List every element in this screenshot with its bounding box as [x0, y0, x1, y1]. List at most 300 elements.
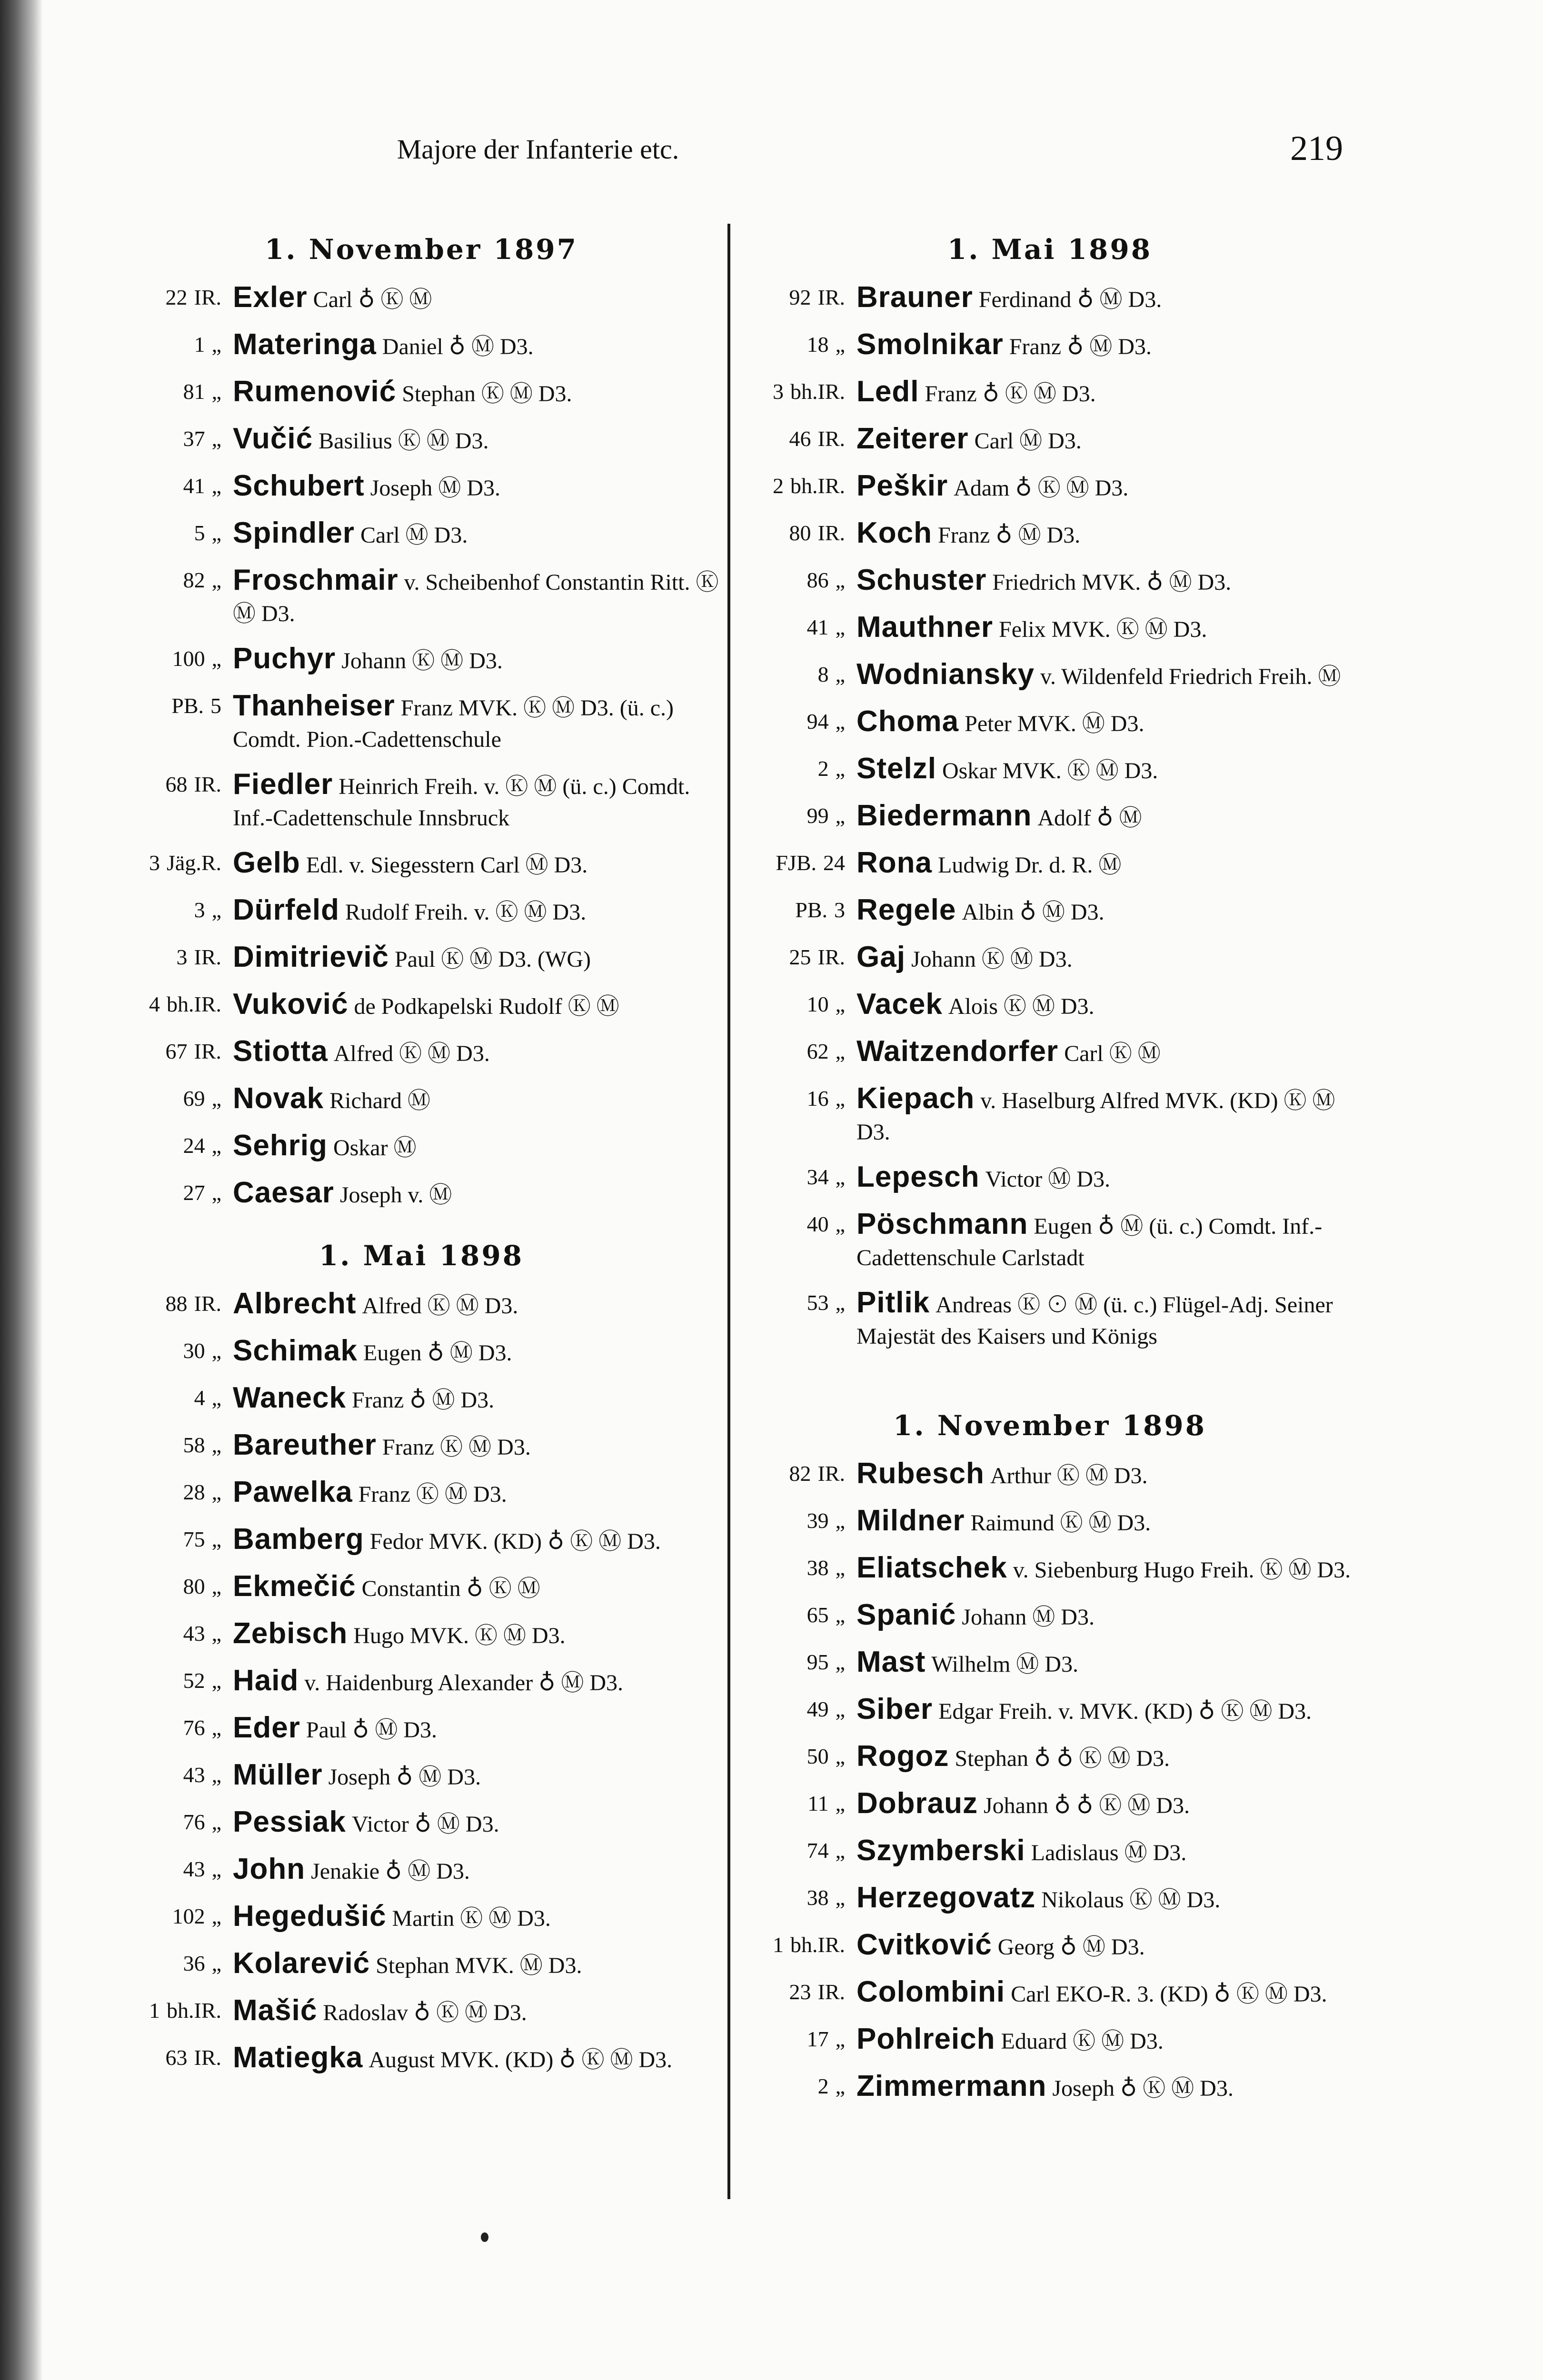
officer-details: Arthur Ⓚ Ⓜ D3.	[990, 1463, 1148, 1488]
regiment-type: „	[211, 1621, 221, 1646]
officer-details: Constantin ♁ Ⓚ Ⓜ	[361, 1576, 540, 1601]
regiment-type: IR.	[194, 1039, 221, 1063]
officer-text	[856, 659, 1357, 693]
roster-entry	[119, 470, 724, 504]
regiment-label	[119, 690, 233, 722]
officer-details: Andreas Ⓚ ⊙ Ⓜ (ü. c.) Flügel-Adj. Seiner Majestät des Kaisers und Königs	[856, 1292, 1333, 1349]
officer-surname: Pessiak	[233, 1805, 346, 1838]
officer-details: Peter MVK. Ⓜ D3.	[965, 711, 1145, 736]
roster-entry	[119, 2042, 724, 2076]
regiment-label	[119, 1901, 233, 1932]
officer-surname: Rumenović	[233, 375, 397, 408]
regiment-type: „	[211, 1480, 221, 1504]
regiment-label	[743, 894, 856, 926]
officer-details: Franz Ⓚ Ⓜ D3.	[382, 1435, 531, 1460]
officer-surname: Froschmair	[233, 564, 398, 596]
regiment-type: „	[835, 1603, 845, 1627]
regiment-type: IR.	[194, 285, 221, 309]
regiment-type: „	[835, 615, 845, 639]
officer-details: Richard Ⓜ	[329, 1088, 431, 1113]
regiment-number: 58	[183, 1433, 205, 1457]
regiment-number: 1	[149, 1998, 160, 2023]
regiment-label	[743, 329, 856, 360]
officer-surname: Dimitrievič	[233, 941, 389, 973]
roster-entry	[743, 470, 1357, 504]
officer-surname: Puchyr	[233, 642, 336, 675]
officer-surname: John	[233, 1853, 306, 1885]
regiment-type: „	[211, 521, 221, 545]
regiment-type: „	[835, 1838, 845, 1863]
roster-entry	[119, 1571, 724, 1605]
officer-text	[856, 1505, 1357, 1539]
regiment-label	[119, 894, 233, 926]
regiment-number: PB.	[795, 898, 827, 922]
regiment-number: 34	[806, 1165, 829, 1189]
regiment-label	[119, 1806, 233, 1838]
officer-text	[233, 1995, 724, 2029]
roster-entry	[119, 1288, 724, 1322]
section-heading: 1. November 1898	[893, 1409, 1207, 1442]
regiment-number: 3	[149, 851, 160, 875]
roster-entry	[119, 1477, 724, 1510]
officer-text	[233, 1524, 724, 1557]
regiment-number: 95	[806, 1650, 829, 1674]
regiment-number: 86	[806, 568, 829, 592]
officer-details: Johann ♁ ♁ Ⓚ Ⓜ D3.	[984, 1793, 1190, 1818]
regiment-type: „	[211, 568, 221, 592]
officer-text	[233, 376, 724, 410]
roster-entry	[119, 517, 724, 551]
officer-details: de Podkapelski Rudolf Ⓚ Ⓜ	[354, 994, 619, 1019]
officer-surname: Albrecht	[233, 1287, 357, 1320]
officer-text	[233, 1712, 724, 1746]
regiment-number: 36	[183, 1951, 205, 1975]
roster-entry	[119, 1854, 724, 1887]
running-head: Majore der Infanterie etc.	[397, 134, 679, 165]
regiment-number: 5	[194, 521, 205, 545]
regiment-label	[743, 1882, 856, 1914]
officer-text	[233, 423, 724, 457]
officer-details: Joseph ♁ Ⓜ D3.	[328, 1765, 481, 1790]
officer-text	[233, 1477, 724, 1510]
regiment-type: bh.IR.	[790, 1933, 845, 1957]
regiment-label	[119, 1618, 233, 1649]
roster-entry	[743, 1287, 1357, 1352]
officer-text	[233, 1036, 724, 1070]
regiment-label	[743, 659, 856, 690]
regiment-number: 92	[789, 285, 811, 309]
regiment-number: 41	[806, 615, 829, 639]
regiment-label	[119, 329, 233, 360]
officer-surname: Exler	[233, 281, 308, 314]
regiment-label	[119, 1477, 233, 1508]
officer-surname: Stiotta	[233, 1035, 328, 1068]
regiment-type: „	[211, 1180, 221, 1205]
regiment-number: 49	[806, 1697, 829, 1721]
roster-entry	[743, 1036, 1357, 1070]
officer-text	[856, 894, 1357, 928]
officer-text	[233, 1854, 724, 1887]
officer-surname: Ledl	[856, 375, 919, 408]
officer-details: Ferdinand ♁ Ⓜ D3.	[978, 287, 1162, 312]
regiment-number: PB.	[171, 694, 204, 718]
officer-details: Friedrich MVK. ♁ Ⓜ D3.	[992, 570, 1232, 595]
regiment-number: 1	[194, 332, 205, 357]
officer-details: Wilhelm Ⓜ D3.	[931, 1652, 1078, 1677]
regiment-label	[743, 376, 856, 407]
roster-entry	[743, 1835, 1357, 1869]
roster-entry	[119, 282, 724, 316]
roster-entry	[119, 329, 724, 363]
officer-text	[856, 282, 1357, 316]
officer-surname: Peškir	[856, 469, 948, 502]
officer-surname: Zimmermann	[856, 2070, 1047, 2102]
officer-surname: Dobrauz	[856, 1787, 978, 1820]
regiment-number: 23	[789, 1980, 811, 2004]
officer-details: Johann Ⓚ Ⓜ D3.	[911, 947, 1073, 972]
regiment-type: „	[211, 1716, 221, 1740]
right-column	[743, 228, 1357, 2118]
regiment-number: 11	[807, 1791, 829, 1815]
officer-surname: Materinga	[233, 328, 377, 361]
regiment-type: „	[835, 1556, 845, 1580]
regiment-number: 63	[165, 2045, 188, 2070]
regiment-number: 76	[183, 1716, 205, 1740]
roster-entry	[119, 1948, 724, 1982]
regiment-number: 69	[183, 1086, 205, 1111]
officer-details: v. Wildenfeld Friedrich Freih. Ⓜ	[1040, 664, 1341, 689]
officer-surname: Siber	[856, 1693, 933, 1726]
officer-surname: Mašić	[233, 1994, 318, 2027]
regiment-type: „	[835, 756, 845, 781]
officer-surname: Mildner	[856, 1504, 965, 1537]
officer-text	[233, 769, 724, 834]
officer-details: Ladislaus Ⓜ D3.	[1031, 1840, 1187, 1865]
roster-entry	[743, 989, 1357, 1022]
regiment-number: 28	[183, 1480, 205, 1504]
officer-text	[856, 470, 1357, 504]
regiment-type: IR.	[194, 945, 221, 969]
regiment-number: 100	[172, 646, 205, 671]
regiment-type: bh.IR.	[790, 474, 845, 498]
regiment-label	[119, 565, 233, 596]
roster-entry	[119, 1335, 724, 1369]
section-heading: 1. Mai 1898	[319, 1240, 524, 1272]
regiment-number: 3	[176, 945, 188, 969]
regiment-label	[743, 1741, 856, 1772]
roster-entry	[743, 1788, 1357, 1822]
officer-details: Alfred Ⓚ Ⓜ D3.	[333, 1041, 490, 1066]
officer-surname: Bamberg	[233, 1523, 364, 1556]
regiment-type: „	[835, 1086, 845, 1111]
roster-entry	[119, 989, 724, 1022]
officer-text	[856, 1209, 1357, 1274]
regiment-label	[119, 1429, 233, 1461]
officer-surname: Rona	[856, 846, 932, 879]
regiment-type: „	[211, 1339, 221, 1363]
regiment-label	[119, 1571, 233, 1602]
regiment-label	[119, 643, 233, 674]
officer-text	[233, 1382, 724, 1416]
officer-details: Felix MVK. Ⓚ Ⓜ D3.	[999, 617, 1207, 642]
section-heading: 1. November 1897	[264, 233, 578, 266]
roster-entry	[743, 753, 1357, 787]
officer-details: Franz ♁ Ⓜ D3.	[352, 1388, 495, 1413]
officer-surname: Novak	[233, 1082, 324, 1115]
regiment-number: 43	[183, 1857, 205, 1881]
officer-surname: Eliatschek	[856, 1551, 1007, 1584]
officer-text	[856, 1788, 1357, 1822]
regiment-label	[119, 1665, 233, 1696]
officer-surname: Pöschmann	[856, 1208, 1028, 1240]
officer-surname: Schimak	[233, 1334, 358, 1367]
regiment-number: 38	[806, 1885, 829, 1910]
regiment-number: 82	[789, 1461, 811, 1486]
regiment-type: Jäg.R.	[167, 851, 221, 875]
roster-entry	[119, 643, 724, 677]
officer-details: Paul Ⓚ Ⓜ D3. (WG)	[395, 947, 591, 972]
officer-text	[856, 612, 1357, 645]
roster-entry	[743, 517, 1357, 551]
officer-details: Paul ♁ Ⓜ D3.	[306, 1717, 438, 1743]
officer-details: v. Haselburg Alfred MVK. (KD) Ⓚ Ⓜ D3.	[856, 1088, 1335, 1145]
officer-text	[856, 565, 1357, 598]
roster-entry	[119, 376, 724, 410]
roster-entry	[119, 1036, 724, 1070]
officer-surname: Waneck	[233, 1381, 347, 1414]
regiment-number: 80	[789, 521, 811, 545]
regiment-type: IR.	[194, 2045, 221, 2070]
regiment-label	[119, 470, 233, 502]
regiment-type: „	[211, 1810, 221, 1834]
officer-details: Stephan Ⓚ Ⓜ D3.	[402, 381, 572, 407]
regiment-type: „	[835, 1165, 845, 1189]
regiment-label	[743, 1458, 856, 1489]
roster-entry	[119, 894, 724, 928]
regiment-type: „	[211, 1904, 221, 1928]
regiment-label	[119, 1335, 233, 1367]
officer-surname: Sehrig	[233, 1129, 328, 1162]
officer-surname: Lepesch	[856, 1160, 980, 1193]
officer-text	[233, 1335, 724, 1369]
officer-surname: Haid	[233, 1664, 299, 1697]
officer-surname: Pohlreich	[856, 2023, 995, 2055]
regiment-label	[119, 1995, 233, 2026]
ink-smudge	[481, 2232, 488, 2242]
officer-details: v. Haidenburg Alexander ♁ Ⓜ D3.	[304, 1670, 624, 1696]
officer-text	[856, 1646, 1357, 1680]
officer-details: Franz MVK. Ⓚ Ⓜ D3. (ü. c.) Comdt. Pion.-Cadettenschule	[233, 695, 674, 752]
officer-details: Raimund Ⓚ Ⓜ D3.	[970, 1510, 1151, 1536]
regiment-label	[743, 2071, 856, 2102]
regiment-label	[119, 376, 233, 407]
officer-text	[233, 1806, 724, 1840]
regiment-label	[119, 2042, 233, 2073]
roster-entry	[743, 282, 1357, 316]
officer-text	[233, 894, 724, 928]
officer-text	[856, 942, 1357, 975]
officer-surname: Matiegka	[233, 2041, 363, 2074]
regiment-number: 8	[817, 662, 829, 686]
regiment-type: „	[211, 1574, 221, 1598]
regiment-number: 76	[183, 1810, 205, 1834]
regiment-type: „	[835, 1508, 845, 1533]
officer-details: Eugen ♁ Ⓜ (ü. c.) Comdt. Inf.-Cadettenschule Carlstadt	[856, 1214, 1323, 1270]
roster-entry	[743, 1741, 1357, 1775]
officer-details: Heinrich Freih. v. Ⓚ Ⓜ (ü. c.) Comdt. Inf.-Cadettenschule Innsbruck	[233, 774, 690, 831]
regiment-label	[119, 1177, 233, 1209]
roster-entry	[119, 423, 724, 457]
officer-surname: Vacek	[856, 988, 943, 1021]
officer-text	[233, 1177, 724, 1211]
officer-details: Carl ♁ Ⓚ Ⓜ	[313, 287, 432, 312]
officer-surname: Schuster	[856, 564, 987, 596]
regiment-label	[743, 517, 856, 549]
officer-text	[856, 706, 1357, 740]
regiment-label	[743, 1036, 856, 1067]
officer-surname: Bareuther	[233, 1428, 377, 1461]
officer-surname: Kolarević	[233, 1947, 370, 1980]
regiment-number: 68	[165, 772, 188, 796]
regiment-type: „	[835, 992, 845, 1016]
regiment-type: IR.	[817, 1461, 845, 1486]
officer-text	[233, 517, 724, 551]
page-number: 219	[1290, 129, 1343, 168]
roster-entry	[119, 1524, 724, 1557]
officer-details: Joseph ♁ Ⓚ Ⓜ D3.	[1052, 2076, 1234, 2101]
officer-surname: Spindler	[233, 516, 355, 549]
officer-surname: Szymberski	[856, 1834, 1025, 1867]
regiment-number: 82	[183, 568, 205, 592]
roster-entry	[743, 1209, 1357, 1274]
regiment-type: „	[211, 426, 221, 451]
regiment-type: bh.IR.	[790, 379, 845, 404]
officer-surname: Stelzl	[856, 752, 936, 785]
roster-entry	[743, 894, 1357, 928]
officer-text	[233, 1901, 724, 1934]
officer-text	[856, 1976, 1357, 2010]
regiment-type: „	[211, 1433, 221, 1457]
officer-surname: Thanheiser	[233, 689, 395, 722]
roster-entry	[743, 1599, 1357, 1633]
officer-details: Fedor MVK. (KD) ♁ Ⓚ Ⓜ D3.	[369, 1529, 661, 1554]
regiment-type: „	[211, 1951, 221, 1975]
regiment-type: „	[211, 646, 221, 671]
officer-surname: Zeiterer	[856, 422, 969, 455]
regiment-label	[743, 942, 856, 973]
officer-details: Carl EKO-R. 3. (KD) ♁ Ⓚ Ⓜ D3.	[1011, 1982, 1327, 2007]
officer-surname: Mast	[856, 1646, 926, 1678]
regiment-label	[119, 282, 233, 313]
officer-text	[856, 753, 1357, 787]
officer-text	[856, 1835, 1357, 1869]
regiment-label	[119, 1130, 233, 1161]
officer-text	[233, 1665, 724, 1699]
officer-text	[233, 565, 724, 630]
regiment-label	[743, 989, 856, 1020]
regiment-label	[119, 1288, 233, 1319]
regiment-type: bh.IR.	[167, 1998, 221, 2023]
officer-details: Hugo MVK. Ⓚ Ⓜ D3.	[353, 1623, 566, 1648]
regiment-number: 52	[183, 1668, 205, 1693]
officer-details: Martin Ⓚ Ⓜ D3.	[392, 1906, 551, 1931]
regiment-type: IR.	[194, 772, 221, 796]
regiment-type: 5	[210, 694, 221, 718]
regiment-type: IR.	[194, 1291, 221, 1316]
regiment-type: „	[835, 662, 845, 686]
roster-entry	[743, 659, 1357, 693]
officer-surname: Wodniansky	[856, 658, 1035, 691]
regiment-number: 27	[183, 1180, 205, 1205]
regiment-label	[119, 423, 233, 455]
officer-details: Johann Ⓚ Ⓜ D3.	[341, 648, 503, 674]
officer-text	[856, 2071, 1357, 2104]
roster-entry	[743, 1552, 1357, 1586]
regiment-number: 2	[773, 474, 784, 498]
officer-surname: Hegedušić	[233, 1900, 387, 1933]
regiment-label	[743, 1929, 856, 1961]
officer-text	[856, 1599, 1357, 1633]
officer-surname: Zebisch	[233, 1617, 348, 1650]
officer-surname: Herzegovatz	[856, 1881, 1036, 1914]
officer-details: Ludwig Dr. d. R. Ⓜ	[938, 853, 1122, 878]
regiment-number: 39	[806, 1508, 829, 1533]
roster-entry	[743, 706, 1357, 740]
officer-text	[856, 329, 1357, 363]
regiment-label	[119, 1712, 233, 1744]
officer-surname: Pawelka	[233, 1476, 353, 1508]
regiment-label	[743, 1835, 856, 1866]
regiment-label	[119, 1948, 233, 1979]
regiment-type: „	[211, 379, 221, 404]
regiment-label	[743, 565, 856, 596]
regiment-number: 88	[165, 1291, 188, 1316]
officer-details: Nikolaus Ⓚ Ⓜ D3.	[1041, 1887, 1221, 1913]
officer-details: Oskar Ⓜ	[333, 1135, 417, 1160]
roster-entry	[119, 1130, 724, 1164]
regiment-type: „	[211, 1133, 221, 1158]
regiment-label	[119, 1759, 233, 1791]
regiment-number: 80	[183, 1574, 205, 1598]
officer-details: Edgar Freih. v. MVK. (KD) ♁ Ⓚ Ⓜ D3.	[938, 1699, 1312, 1724]
officer-surname: Pitlik	[856, 1286, 930, 1319]
regiment-label	[743, 753, 856, 784]
regiment-label	[743, 706, 856, 737]
officer-details: Georg ♁ Ⓜ D3.	[997, 1934, 1145, 1960]
regiment-number: 2	[817, 2074, 829, 2098]
officer-surname: Smolnikar	[856, 328, 1004, 361]
officer-surname: Spanić	[856, 1598, 956, 1631]
roster-entry	[743, 1083, 1357, 1148]
regiment-number: 81	[183, 379, 205, 404]
regiment-type: „	[211, 1763, 221, 1787]
column-divider	[727, 224, 730, 2199]
officer-details: Franz ♁ Ⓚ Ⓜ D3.	[925, 381, 1096, 407]
roster-entry	[119, 565, 724, 630]
officer-surname: Brauner	[856, 281, 973, 314]
officer-text	[856, 2023, 1357, 2057]
officer-text	[233, 1083, 724, 1117]
regiment-type: „	[835, 1697, 845, 1721]
roster-entry	[743, 376, 1357, 410]
officer-details: Joseph v. Ⓜ	[339, 1182, 452, 1208]
regiment-number: 4	[194, 1386, 205, 1410]
regiment-type: „	[211, 898, 221, 922]
roster-entry	[743, 329, 1357, 363]
regiment-label	[743, 470, 856, 502]
officer-details: Carl Ⓜ D3.	[974, 428, 1082, 454]
regiment-number: 4	[149, 992, 160, 1016]
